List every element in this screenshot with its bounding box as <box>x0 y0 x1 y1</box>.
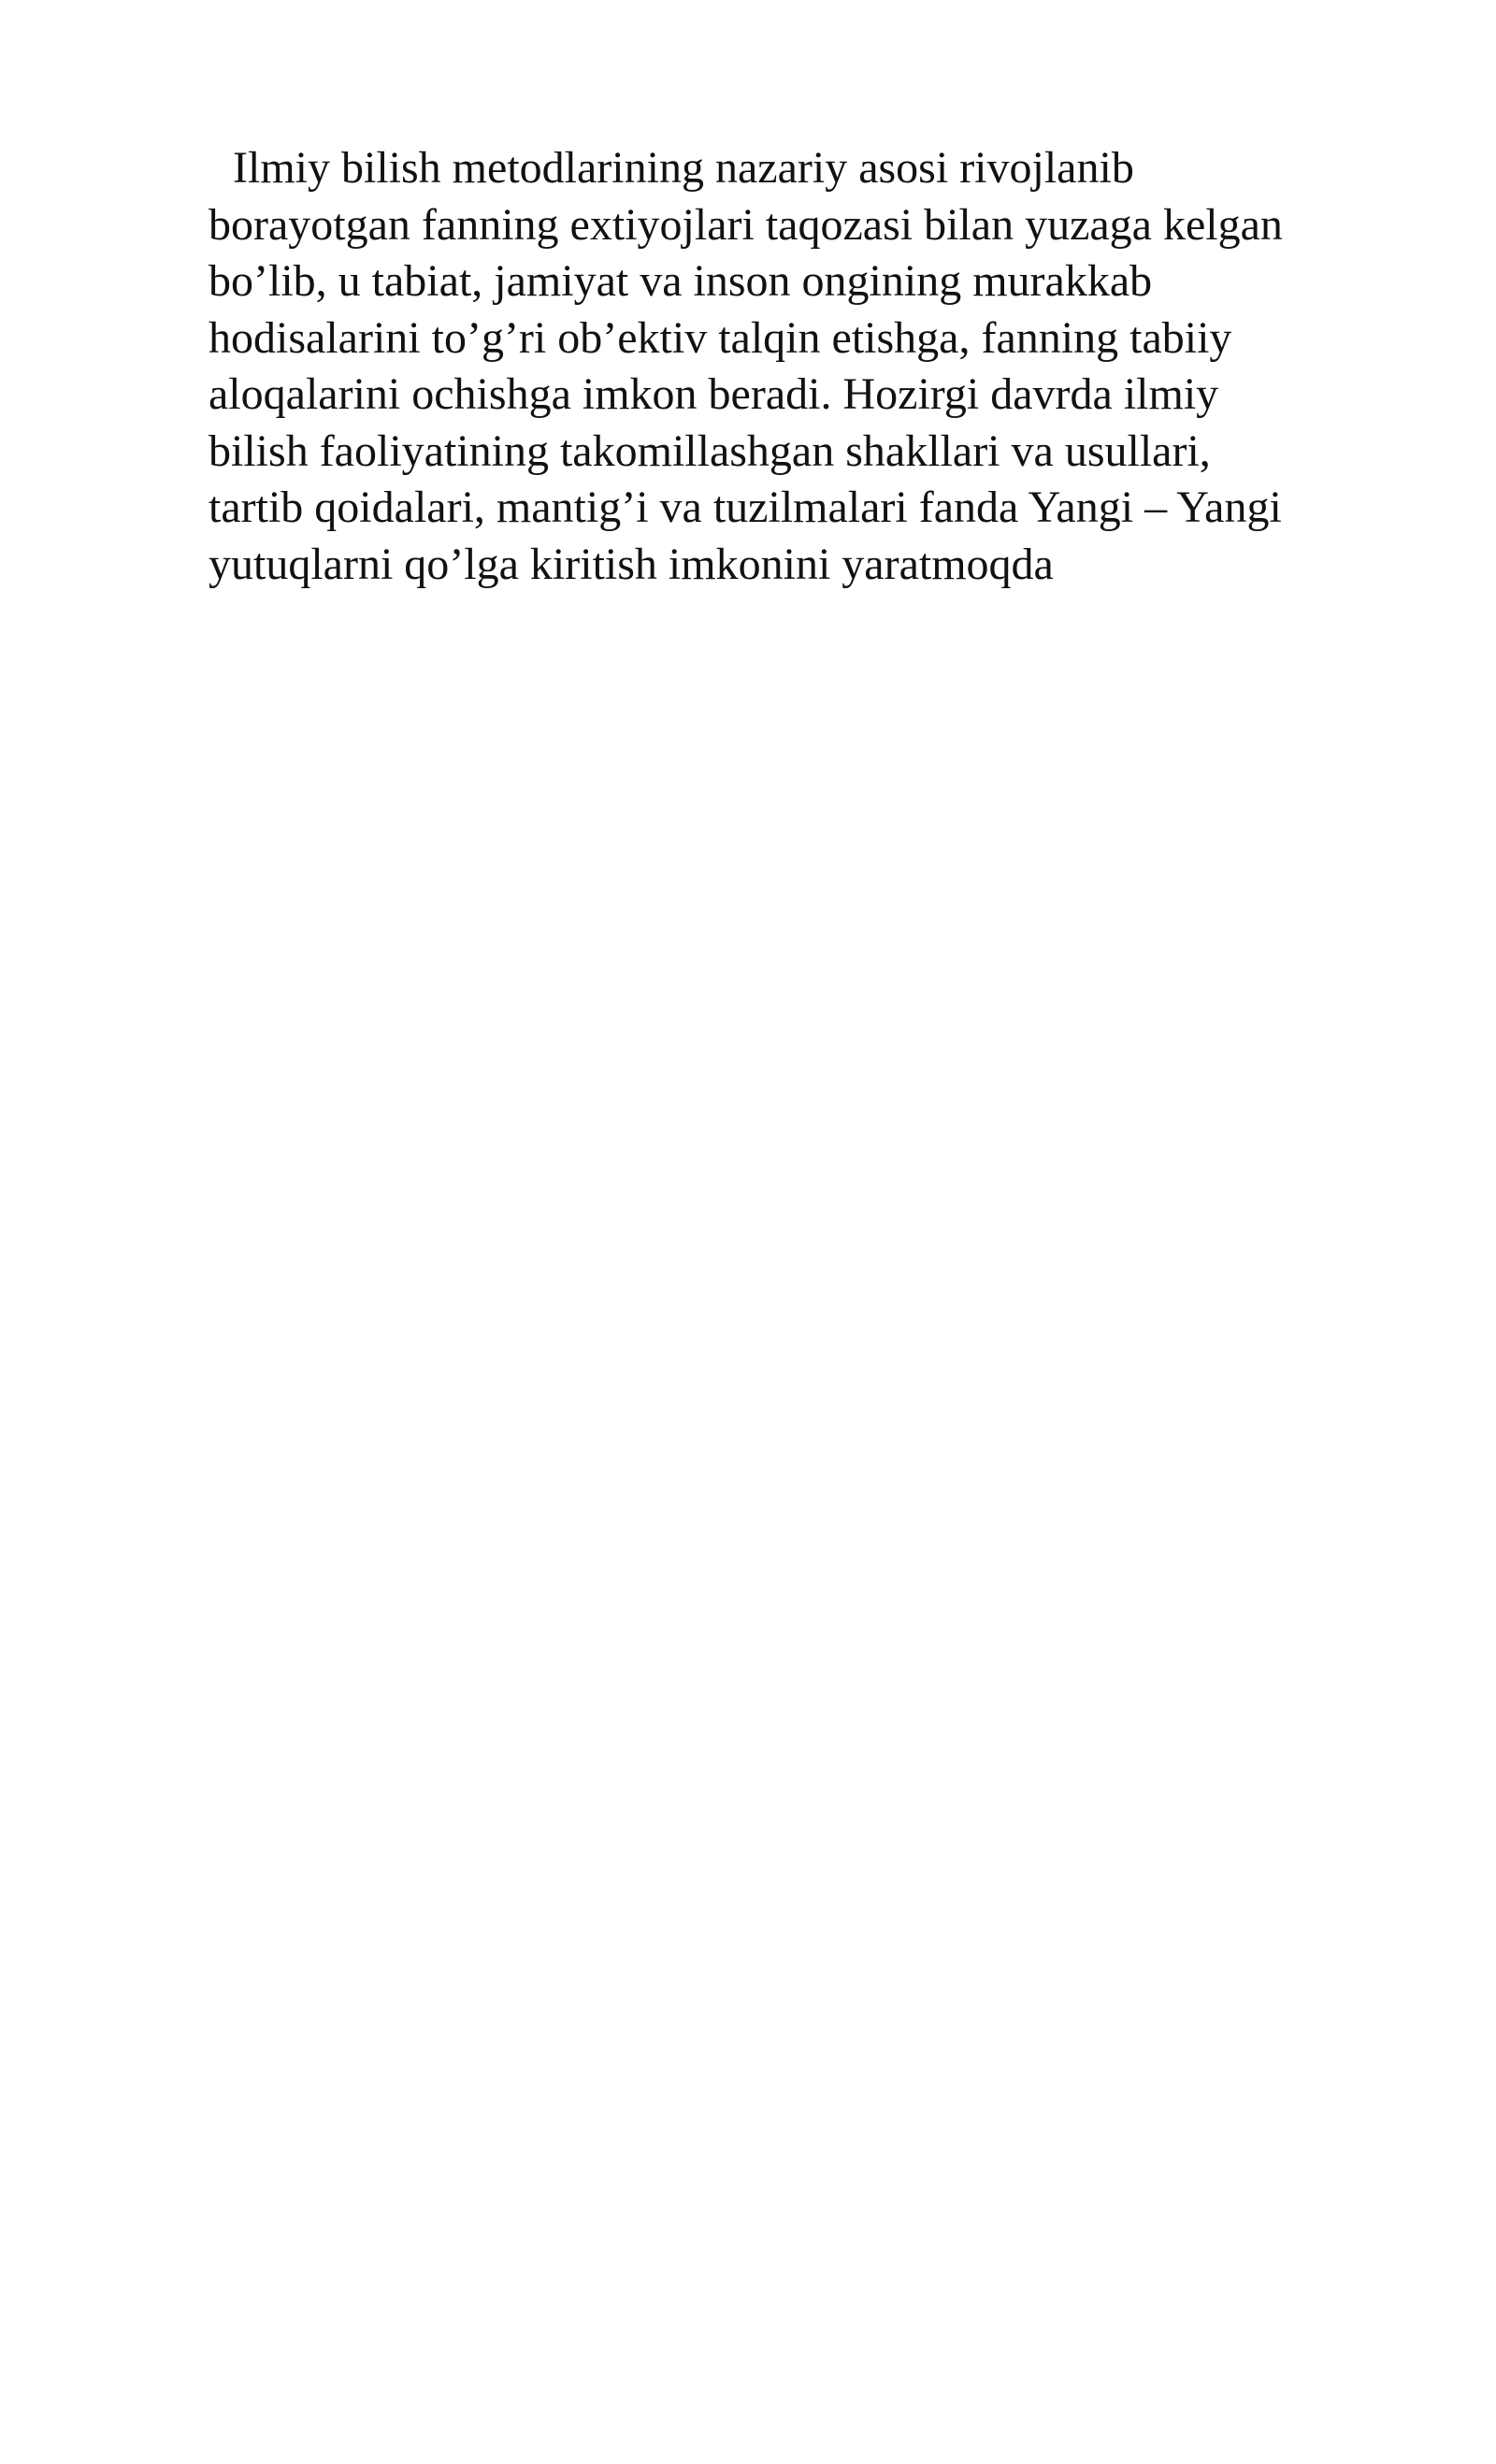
body-paragraph <box>209 140 1424 593</box>
paragraph-line: bilish faoliyatining takomillashgan shakllari va usullari, <box>209 425 1211 476</box>
paragraph-line: aloqalarini ochishga imkon beradi. Hozirgi davrda ilmiy <box>209 369 1219 419</box>
paragraph-line: tartib qoidalari, mantig’i va tuzilmalari fanda Yangi – Yangi <box>209 483 1282 532</box>
paragraph-line: Ilmiy bilish metodlarining nazariy asosi rivojlanib <box>233 143 1134 193</box>
paragraph-line: borayotgan fanning extiyojlari taqozasi bilan yuzaga kelgan <box>209 199 1283 250</box>
paragraph-line: yutuqlarni qo’lga kiritish imkonini yaratmoqda <box>209 539 1054 589</box>
paragraph-line: hodisalarini to’g’ri ob’ektiv talqin etishga, fanning tabiiy <box>209 312 1232 363</box>
paragraph-line: bo’lib, u tabiat, jamiyat va inson ongining murakkab <box>209 256 1153 306</box>
